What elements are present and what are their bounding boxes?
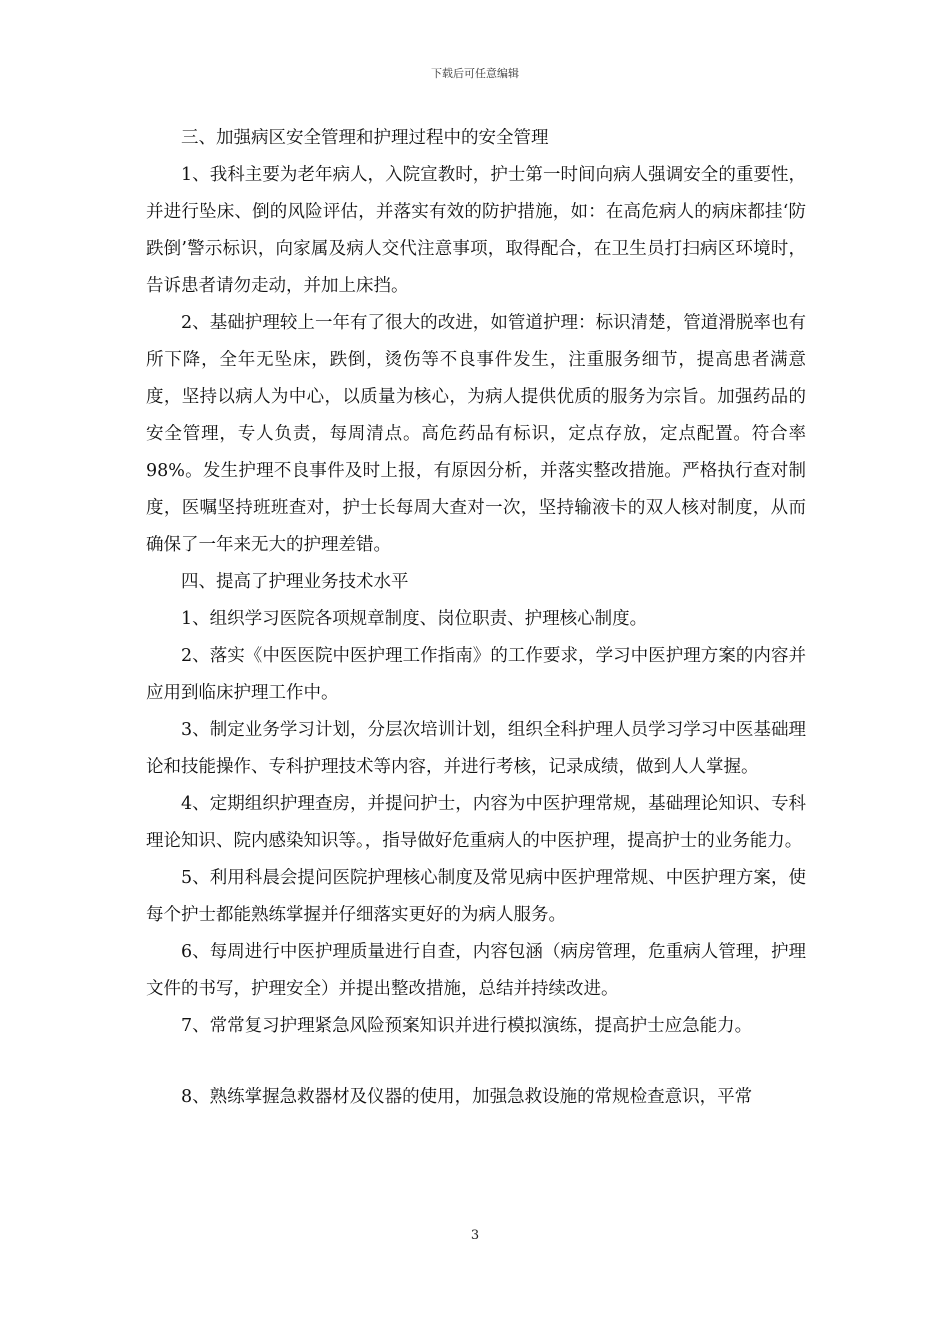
paragraph: 7、常常复习护理紧急风险预案知识并进行模拟演练，提高护士应急能力。 [181,1016,753,1036]
paragraph: 1、我科主要为老年病人，入院宣教时，护士第一时间向病人强调安全的重要性，并进行坠床、倒的风险评估，并落实有效的防护措施，如：在高危病人的病床都挂‘防跌倒’警示标识，向家属及病人交代注意事项，取得配合，在卫生员打扫病区环境时，告诉患者请勿走动，并加上床挡。 [146,165,806,296]
document-body [146,120,806,1116]
section-heading-safety: 三、加强病区安全管理和护理过程中的安全管理 [181,128,549,148]
paragraph: 8、熟练掌握急救器材及仪器的使用，加强急救设施的常规检查意识，平常 [181,1087,753,1107]
paragraph: 6、每周进行中医护理质量进行自查，内容包涵（病房管理，危重病人管理，护理文件的书写，护理安全）并提出整改措施，总结并持续改进。 [146,942,806,999]
section-heading-skills: 四、提高了护理业务技术水平 [181,572,409,592]
page-number: 3 [470,1228,480,1243]
paragraph: 2、基础护理较上一年有了很大的改进，如管道护理：标识清楚，管道滑脱率也有所下降，全年无坠床，跌倒，烫伤等不良事件发生，注重服务细节，提高患者满意度，坚持以病人为中心，以质量为核心，为病人提供优质的服务为宗旨。加强药品的安全管理，专人负责，每周清点。高危药品有标识，定点存放，定点配置。符合率98%。发生护理不良事件及时上报，有原因分析，并落实整改措施。严格执行查对制度，医嘱坚持班班查对，护士长每周大查对一次，坚持输液卡的双人核对制度，从而确保了一年来无大的护理差错。 [146,313,806,555]
paragraph: 5、利用科晨会提问医院护理核心制度及常见病中医护理常规、中医护理方案，使每个护士都能熟练掌握并仔细落实更好的为病人服务。 [146,868,806,925]
paragraph: 1、组织学习医院各项规章制度、岗位职责、护理核心制度。 [181,609,648,629]
paragraph: 2、落实《中医医院中医护理工作指南》的工作要求，学习中医护理方案的内容并应用到临床护理工作中。 [146,646,806,703]
page-header: 下载后可任意编辑 [431,67,519,80]
paragraph: 3、制定业务学习计划，分层次培训计划，组织全科护理人员学习学习中医基础理论和技能操作、专科护理技术等内容，并进行考核，记录成绩，做到人人掌握。 [146,720,806,777]
paragraph: 4、定期组织护理查房，并提问护士，内容为中医护理常规，基础理论知识、专科理论知识、院内感染知识等。，指导做好危重病人的中医护理，提高护士的业务能力。 [146,794,806,851]
